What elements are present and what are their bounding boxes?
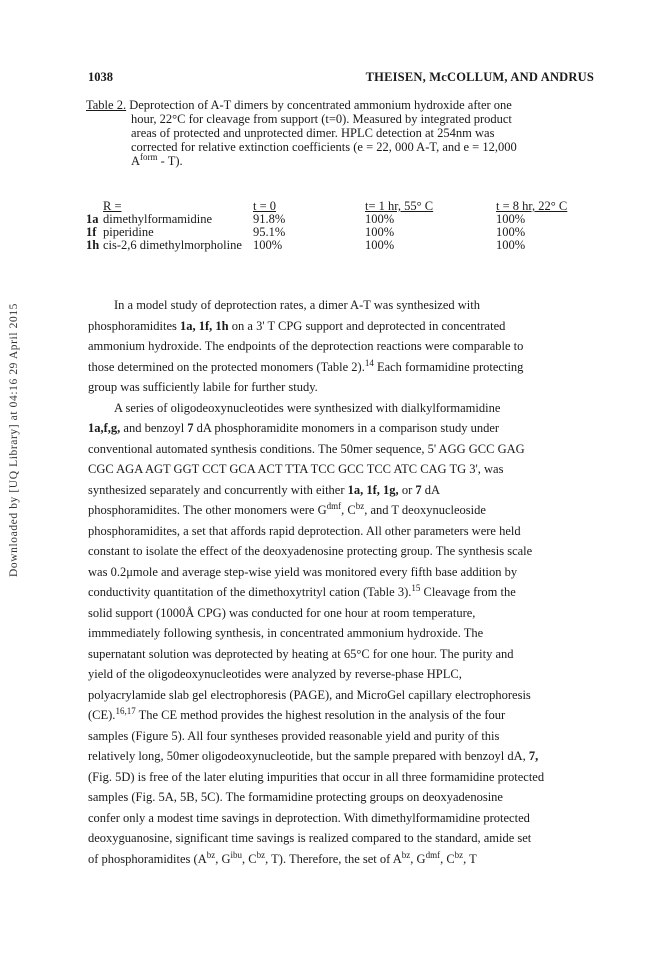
text-line xyxy=(88,746,590,767)
caption-line: corrected for relative extinction coefficients (e = 22, 000 A-T, and e = 12,000 xyxy=(131,140,517,154)
text-run: , G xyxy=(215,851,231,866)
text-run: , C xyxy=(341,503,356,517)
caption-line xyxy=(86,154,596,168)
row-t8: 100% xyxy=(496,225,526,239)
superscript: bz xyxy=(206,849,216,860)
superscript: dmf xyxy=(425,849,441,860)
caption-text: - T). xyxy=(157,154,183,168)
text-line: solid support (1000Å CPG) was conducted for one hour at room temperature, xyxy=(88,605,476,620)
text-line: deoxyguanosine, significant time savings is realized compared to the standard, amide set xyxy=(88,831,532,845)
text-run: , T). Therefore, the set of A xyxy=(265,851,402,866)
text-run: conductivity quantitation of the dimethoxytrityl cation (Table 3). xyxy=(88,585,412,599)
text-run: Each formamidine protecting xyxy=(373,359,524,374)
caption-superscript: form xyxy=(140,152,158,162)
text-run: synthesized separately and concurrently with either xyxy=(88,482,348,497)
text-line: (Fig. 5D) is free of the later eluting impurities that occur in all three formamidine protected xyxy=(88,769,545,784)
row-t1: 100% xyxy=(365,225,395,239)
text-line xyxy=(88,418,590,439)
row-t8: 100% xyxy=(496,238,526,252)
caption-text: A xyxy=(131,154,141,168)
caption-line: areas of protected and unprotected dimer. HPLC detection at 254nm was xyxy=(131,126,495,140)
table-caption xyxy=(86,98,596,168)
caption-text: Deprotection of A-T dimers by concentrated ammonium hydroxide after one xyxy=(126,98,512,112)
running-head: THEISEN, McCOLLUM, AND ANDRUS xyxy=(365,70,594,84)
text-line: samples (Fig. 5A, 5B, 5C). The formamidine protecting groups on deoxyadenosine xyxy=(88,790,503,804)
superscript: dmf xyxy=(326,501,342,511)
body-text xyxy=(88,295,590,869)
text-line: supernatant solution was deprotected by heating at 65°C for one hour. The purity and xyxy=(88,646,514,661)
citation: 16,17 xyxy=(115,706,136,716)
row-reagent: dimethylformamidine xyxy=(103,212,213,226)
text-run: , T xyxy=(463,851,477,866)
text-line: constant to isolate the effect of the deoxyadenosine protecting group. The synthesis scale xyxy=(88,544,533,558)
compound-ref: 7, xyxy=(528,749,539,763)
compound-ref: 1a, 1f, 1g, xyxy=(347,482,399,497)
text-run: Cleavage from the xyxy=(420,585,516,599)
text-run: , C xyxy=(440,851,455,866)
text-run: relatively long, 50mer oligodeoxynucleotide, but the sample prepared with benzoyl dA, xyxy=(88,749,529,763)
text-run: of phosphoramidites (A xyxy=(88,851,207,866)
text-line: In a model study of deprotection rates, a dimer A-T was synthesized with xyxy=(114,298,480,312)
text-line: was 0.2μmole and average step-wise yield was monitored every fifth base addition by xyxy=(88,564,518,579)
citation: 14 xyxy=(364,357,374,368)
text-line: immmediately following synthesis, in concentrated ammonium hydroxide. The xyxy=(88,626,484,640)
row-t1: 100% xyxy=(365,212,395,226)
text-line xyxy=(88,500,590,521)
row-id: 1h xyxy=(86,238,100,252)
header-t1: t= 1 hr, 55° C xyxy=(365,199,434,213)
text-run: , and T deoxynucleoside xyxy=(364,503,486,517)
row-reagent: piperidine xyxy=(103,225,154,239)
text-run: on a 3' T CPG support and deprotected in concentrated xyxy=(228,318,506,333)
citation: 15 xyxy=(411,583,421,593)
text-line: yield of the oligodeoxynucleotides were analyzed by reverse-phase HPLC, xyxy=(88,667,462,681)
text-run: those determined on the protected monomers (Table 2). xyxy=(88,359,365,374)
text-run: dA phosphoramidite monomers in a comparison study under xyxy=(193,421,500,435)
row-t0: 100% xyxy=(253,238,283,252)
compound-ref: 1a,f,g, xyxy=(88,421,121,435)
text-line xyxy=(88,480,590,501)
caption-line xyxy=(86,98,596,112)
text-run: and benzoyl xyxy=(120,421,188,435)
text-line xyxy=(88,705,590,726)
superscript: bz xyxy=(355,501,365,511)
row-t0: 95.1% xyxy=(253,225,286,239)
superscript: bz xyxy=(401,849,411,860)
superscript: bz xyxy=(454,849,464,860)
download-watermark-text: Downloaded by [UQ Library] at 04:16 29 April 2015 xyxy=(8,302,20,578)
header-t8: t = 8 hr, 22° C xyxy=(496,199,568,213)
text-line xyxy=(88,316,590,337)
header-t0: t = 0 xyxy=(253,199,277,213)
row-id: 1a xyxy=(86,212,99,226)
superscript: bz xyxy=(256,849,266,860)
text-line: confer only a modest time savings in deprotection. With dimethylformamidine protected xyxy=(88,810,530,825)
text-line: conventional automated synthesis conditions. The 50mer sequence, 5' AGG GCC GAG xyxy=(88,441,525,456)
caption-line: hour, 22°C for cleavage from support (t=0). Measured by integrated product xyxy=(131,112,512,126)
text-run: , C xyxy=(242,851,257,866)
caption-label: Table 2. xyxy=(86,98,127,112)
header-r: R = xyxy=(103,199,122,213)
text-line xyxy=(88,849,590,870)
text-line: phosphoramidites, a set that affords rapid deprotection. All other parameters were held xyxy=(88,523,521,538)
text-line xyxy=(88,357,590,378)
row-t0: 91.8% xyxy=(253,212,286,226)
text-run: dA xyxy=(421,482,441,497)
text-run: The CE method provides the highest resolution in the analysis of the four xyxy=(135,708,506,722)
text-line: group was sufficiently labile for further study. xyxy=(88,380,318,394)
text-line xyxy=(88,582,590,603)
text-line: samples (Figure 5). All four syntheses provided reasonable yield and purity of this xyxy=(88,728,500,743)
text-line: polyacrylamide slab gel electrophoresis (PAGE), and MicroGel capillary electrophoresis xyxy=(88,687,531,702)
page-number: 1038 xyxy=(88,70,113,84)
row-t1: 100% xyxy=(365,238,395,252)
compound-ref: 1a, 1f, 1h xyxy=(180,318,229,333)
text-run: (CE). xyxy=(88,708,116,722)
text-run: phosphoramidites xyxy=(88,318,181,333)
row-reagent: cis-2,6 dimethylmorpholine xyxy=(103,238,242,252)
text-line: ammonium hydroxide. The endpoints of the deprotection reactions were comparable to xyxy=(88,339,524,353)
compound-ref: 7 xyxy=(415,482,422,497)
text-run: phosphoramidites. The other monomers were G xyxy=(88,503,327,517)
text-run: , G xyxy=(410,851,426,866)
text-run: or xyxy=(398,482,416,497)
text-line: A series of oligodeoxynucleotides were synthesized with dialkylformamidine xyxy=(114,400,501,415)
compound-ref: 7 xyxy=(187,421,194,435)
superscript: ibu xyxy=(230,849,243,860)
text-line: CGC AGA AGT GGT CCT GCA ACT TTA TCC GCC TCC ATC CAG TG 3', was xyxy=(88,462,504,476)
row-t8: 100% xyxy=(496,212,526,226)
row-id: 1f xyxy=(86,225,97,239)
